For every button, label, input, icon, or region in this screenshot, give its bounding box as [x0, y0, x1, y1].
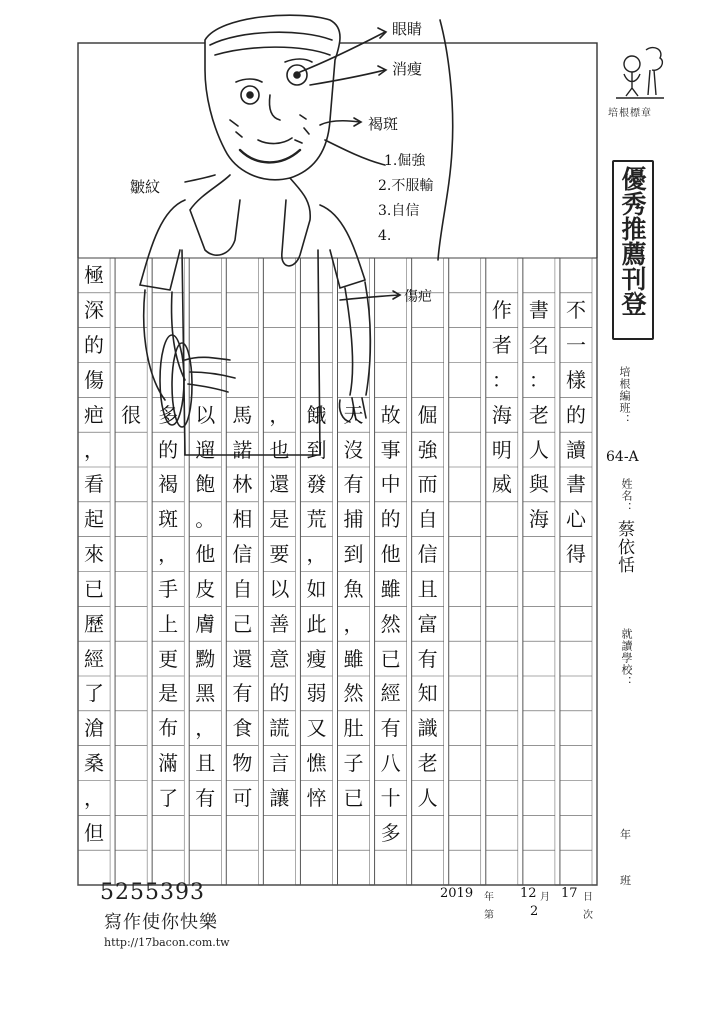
essay-char: 已 — [84, 576, 105, 601]
essay-char: 自 — [232, 576, 253, 601]
essay-char: 者 — [491, 333, 512, 358]
date-month-unit: 月 — [540, 892, 550, 903]
essay-char: 弱 — [306, 681, 327, 706]
date-day-unit: 日 — [583, 892, 593, 903]
essay-char: 肚 — [343, 716, 364, 741]
essay-char: 自 — [417, 507, 438, 532]
essay-char: 皮 — [195, 576, 216, 601]
essay-char: 看 — [84, 472, 105, 497]
essay-char: 有 — [417, 646, 438, 671]
essay-char: 歷 — [84, 611, 105, 636]
essay-char: 要 — [269, 542, 290, 567]
essay-char: 以 — [269, 576, 290, 601]
essay-char: ， — [195, 716, 216, 741]
essay-char: 己 — [232, 611, 253, 636]
essay-char: 也 — [269, 437, 290, 462]
essay-char: 十 — [380, 785, 401, 810]
essay-char: 人 — [417, 785, 438, 810]
label-wrinkles: 皺紋 — [130, 178, 161, 196]
essay-char: 的 — [565, 402, 586, 427]
name-value: 蔡依恬 — [614, 520, 634, 574]
essay-char: 更 — [158, 646, 179, 671]
essay-char: 明 — [491, 437, 512, 462]
essay-char: 如 — [306, 576, 327, 601]
essay-char: 書 — [565, 472, 586, 497]
essay-char: 海 — [528, 507, 549, 532]
essay-char: 有 — [380, 716, 401, 741]
essay-char: ， — [269, 402, 290, 427]
essay-char: 強 — [417, 437, 438, 462]
label-trait-2: 2.不服輸 — [378, 178, 434, 194]
essay-char: 一 — [565, 333, 586, 358]
label-brown-spots: 褐斑 — [368, 115, 399, 133]
school-label: 就讀學校： — [620, 628, 633, 688]
issue-number: 2 — [530, 904, 539, 919]
essay-char: 名 — [528, 333, 549, 358]
essay-char: 。 — [195, 507, 216, 532]
date-month: 12 — [520, 886, 537, 901]
essay-char: 餓 — [306, 402, 327, 427]
essay-char: 威 — [491, 472, 512, 497]
essay-char: 然 — [380, 611, 401, 636]
essay-char: 人 — [528, 437, 549, 462]
date-day: 17 — [561, 886, 578, 901]
essay-char: 的 — [269, 681, 290, 706]
essay-char: 他 — [195, 542, 216, 567]
essay-char: 的 — [84, 333, 105, 358]
issue-suffix: 次 — [583, 910, 593, 921]
essay-char: 善 — [269, 611, 290, 636]
essay-char: 黝 — [195, 646, 216, 671]
essay-char: 識 — [417, 716, 438, 741]
logo-caption: 培根標章 — [608, 108, 652, 119]
essay-char: 物 — [232, 751, 253, 776]
phone-number: 5255393 — [100, 880, 205, 905]
essay-char: 老 — [417, 751, 438, 776]
essay-char: 滄 — [84, 716, 105, 741]
class-label: 培根編班： — [618, 366, 631, 426]
essay-char: 與 — [528, 472, 549, 497]
essay-char: 還 — [269, 472, 290, 497]
essay-char: 信 — [232, 542, 253, 567]
slogan: 寫作使你快樂 — [104, 912, 218, 933]
essay-char: 讀 — [565, 437, 586, 462]
essay-char: 憔 — [306, 751, 327, 776]
essay-char: 中 — [380, 472, 401, 497]
essay-char: 讓 — [269, 785, 290, 810]
essay-char: 且 — [195, 751, 216, 776]
label-scar: 傷疤 — [404, 289, 432, 305]
bacon-tree-logo — [610, 40, 668, 100]
essay-char: 信 — [417, 542, 438, 567]
essay-char: 褐 — [158, 472, 179, 497]
essay-char: ， — [84, 437, 105, 462]
essay-char: ， — [306, 542, 327, 567]
essay-char: 有 — [343, 472, 364, 497]
essay-char: 膚 — [195, 611, 216, 636]
essay-char: 海 — [491, 402, 512, 427]
essay-char: 很 — [121, 402, 142, 427]
essay-char: 還 — [232, 646, 253, 671]
essay-char: 馬 — [232, 402, 253, 427]
essay-char: ， — [158, 542, 179, 567]
essay-char: 經 — [84, 646, 105, 671]
essay-char: ， — [84, 785, 105, 810]
essay-char: 言 — [269, 751, 290, 776]
essay-char: 遛 — [195, 437, 216, 462]
essay-char: 來 — [84, 542, 105, 567]
essay-char: 桑 — [84, 751, 105, 776]
essay-char: 飽 — [195, 472, 216, 497]
essay-char: 雖 — [343, 646, 364, 671]
essay-char: ， — [343, 611, 364, 636]
essay-char: 到 — [306, 437, 327, 462]
essay-char: 布 — [158, 716, 179, 741]
essay-char: 極 — [84, 263, 105, 288]
essay-char: 起 — [84, 507, 105, 532]
class-value: 64-A — [606, 449, 639, 465]
essay-char: 以 — [195, 402, 216, 427]
name-label: 姓名： — [620, 478, 633, 514]
issue-prefix: 第 — [484, 910, 494, 921]
essay-char: 經 — [380, 681, 401, 706]
essay-char: 倔 — [417, 402, 438, 427]
essay-char: 有 — [232, 681, 253, 706]
essay-char: 又 — [306, 716, 327, 741]
essay-char: 上 — [158, 611, 179, 636]
essay-char: 天 — [343, 402, 364, 427]
label-trait-3: 3.自信 — [378, 203, 420, 219]
label-eyes: 眼睛 — [392, 20, 423, 38]
essay-char: 手 — [158, 576, 179, 601]
essay-char: 食 — [232, 716, 253, 741]
grade-label: 年 — [620, 828, 631, 841]
essay-char: 富 — [417, 611, 438, 636]
essay-char: 事 — [380, 437, 401, 462]
essay-char: ： — [528, 367, 549, 392]
old-man-illustration — [140, 15, 453, 455]
essay-char: 是 — [269, 507, 290, 532]
essay-char: 的 — [380, 507, 401, 532]
essay-char: 書 — [528, 298, 549, 323]
essay-char: 多 — [380, 820, 401, 845]
essay-char: 不 — [565, 298, 586, 323]
essay-char: 故 — [380, 402, 401, 427]
essay-char: 瘦 — [306, 646, 327, 671]
essay-char: 諾 — [232, 437, 253, 462]
essay-char: 有 — [195, 785, 216, 810]
essay-char: 悴 — [306, 785, 327, 810]
essay-char: 傷 — [84, 367, 105, 392]
essay-char: 林 — [232, 472, 253, 497]
essay-char: 多 — [158, 402, 179, 427]
essay-char: 然 — [343, 681, 364, 706]
essay-char: 斑 — [158, 507, 179, 532]
essay-char: 可 — [232, 785, 253, 810]
essay-char: 疤 — [84, 402, 105, 427]
essay-char: 知 — [417, 681, 438, 706]
essay-char: 荒 — [306, 507, 327, 532]
essay-char: 發 — [306, 472, 327, 497]
essay-char: 到 — [343, 542, 364, 567]
label-trait-4: 4. — [378, 228, 392, 244]
essay-char: ： — [491, 367, 512, 392]
essay-char: 樣 — [565, 367, 586, 392]
essay-char: 老 — [528, 402, 549, 427]
essay-char: 已 — [380, 646, 401, 671]
essay-char: 已 — [343, 785, 364, 810]
essay-char: 是 — [158, 681, 179, 706]
essay-char: 了 — [158, 785, 179, 810]
essay-char: 黑 — [195, 681, 216, 706]
essay-char: 了 — [84, 681, 105, 706]
essay-char: 此 — [306, 611, 327, 636]
label-thin: 消瘦 — [392, 60, 423, 78]
essay-char: 相 — [232, 507, 253, 532]
essay-char: 作 — [491, 298, 512, 323]
essay-char: 謊 — [269, 716, 290, 741]
essay-char: 但 — [84, 820, 105, 845]
essay-char: 沒 — [343, 437, 364, 462]
essay-char: 魚 — [343, 576, 364, 601]
essay-char: 得 — [565, 542, 586, 567]
essay-char: 心 — [565, 507, 586, 532]
essay-char: 子 — [343, 751, 364, 776]
class-suffix: 班 — [620, 874, 631, 887]
essay-char: 且 — [417, 576, 438, 601]
essay-char: 意 — [269, 646, 290, 671]
essay-char: 他 — [380, 542, 401, 567]
essay-char: 而 — [417, 472, 438, 497]
website-url: http://17bacon.com.tw — [104, 936, 230, 949]
essay-char: 滿 — [158, 751, 179, 776]
label-trait-1: 1.倔強 — [384, 153, 426, 169]
essay-char: 捕 — [343, 507, 364, 532]
date-year-unit: 年 — [484, 892, 494, 903]
essay-char: 八 — [380, 751, 401, 776]
date-year: 2019 — [440, 886, 474, 901]
essay-char: 雖 — [380, 576, 401, 601]
essay-char: 的 — [158, 437, 179, 462]
essay-char: 深 — [84, 298, 105, 323]
recommend-title: 優秀推薦刊登 — [618, 166, 647, 316]
